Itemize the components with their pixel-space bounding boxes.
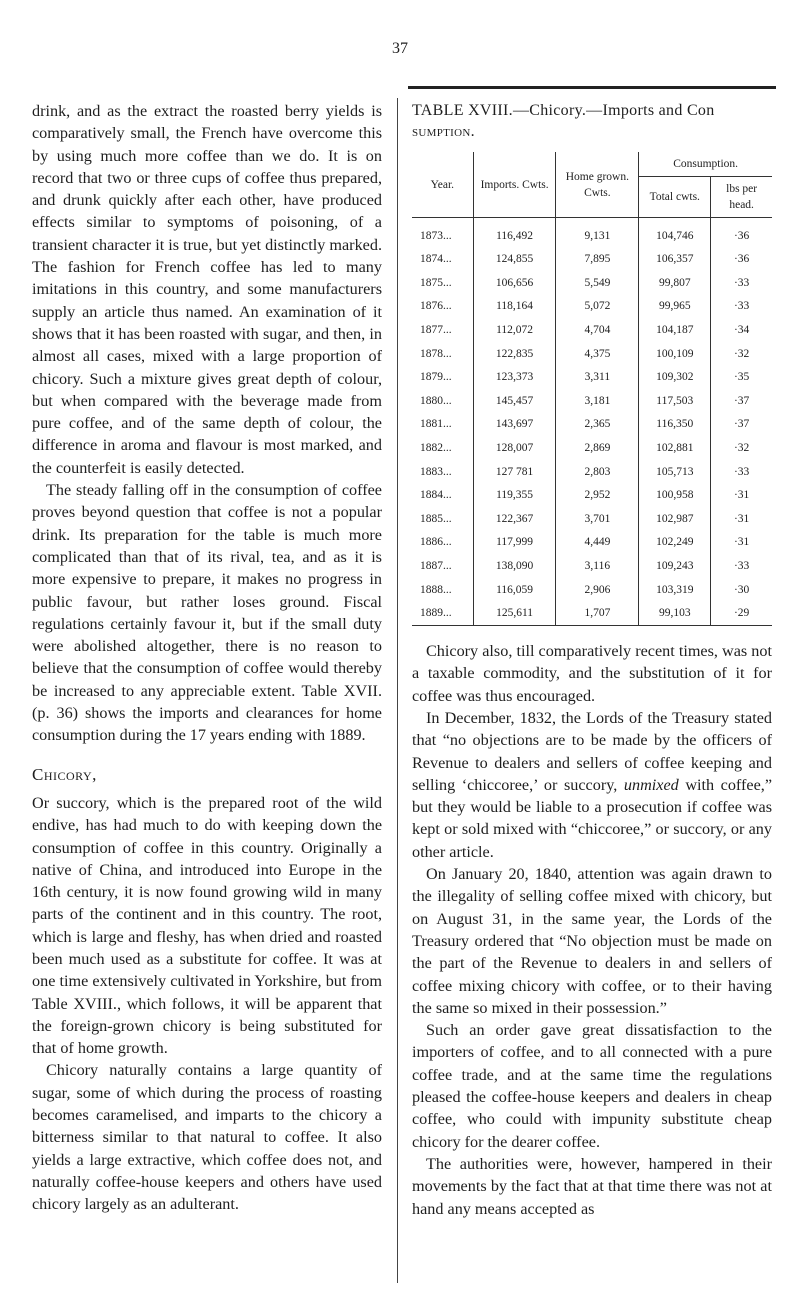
cell-per-head: ·33 bbox=[711, 295, 772, 319]
cell-per-head: ·31 bbox=[711, 507, 772, 531]
table-row bbox=[412, 318, 772, 342]
cell-imports: 116,059 bbox=[473, 578, 556, 602]
cell-year: 1873... bbox=[420, 229, 452, 242]
cell-imports: 117,999 bbox=[473, 531, 556, 555]
cell-per-head: ·37 bbox=[711, 389, 772, 413]
paragraph: On January 20, 1840, attention was again drawn to the illegality of selling coffee mixed with chicory, but on August 31, in the same year, the Lords of the Treasury ordered that “No objection must be made on the part of the Revenue to dealers in and sellers of coffee mixing chicory with coffee, or to their having the same so mixed in their possession.” bbox=[412, 865, 772, 1017]
cell-home-grown: 5,072 bbox=[556, 295, 639, 319]
table-row bbox=[412, 531, 772, 555]
cell-year: 1883... bbox=[420, 465, 452, 478]
table-row bbox=[412, 248, 772, 272]
cell-year: 1889... bbox=[412, 602, 473, 626]
cell-per-head: ·35 bbox=[711, 366, 772, 390]
right-column bbox=[412, 100, 772, 1220]
cell-per-head: ·31 bbox=[711, 531, 772, 555]
cell-year: 1884... bbox=[420, 489, 452, 502]
cell-home-grown: 2,906 bbox=[556, 578, 639, 602]
cell-home-grown: 2,869 bbox=[556, 436, 639, 460]
header-imports: Imports. Cwts. bbox=[473, 152, 556, 218]
table-row bbox=[412, 436, 772, 460]
cell-per-head: ·33 bbox=[711, 460, 772, 484]
header-total: Total cwts. bbox=[639, 177, 711, 218]
table-row bbox=[412, 484, 772, 508]
cell-imports: 145,457 bbox=[473, 389, 556, 413]
paragraph: Such an order gave great dissatisfaction to the importers of coffee, and to all connected with a pure coffee trade, and at the same time the regulations pleased the coffee-house keepers and dealers in cheap coffee, who could with impunity substitute cheap chicory for the dearer coffee. bbox=[412, 1021, 772, 1151]
cell-home-grown: 2,803 bbox=[556, 460, 639, 484]
table-row bbox=[412, 578, 772, 602]
column-divider bbox=[397, 98, 398, 1283]
cell-per-head: ·33 bbox=[711, 271, 772, 295]
cell-total: 99,965 bbox=[639, 295, 711, 319]
cell-year: 1881... bbox=[420, 418, 452, 431]
table-title-line2: sumption. bbox=[412, 123, 475, 140]
paragraph-text: In December, 1832, the Lords of the Treasury stated that “no objections are to be made by the officers of Revenue to dealers and sellers of coffee keeping and selling ‘chiccoree,’ or succory, bbox=[412, 708, 772, 794]
cell-total: 116,350 bbox=[639, 413, 711, 437]
cell-home-grown: 2,952 bbox=[556, 484, 639, 508]
table-row bbox=[412, 366, 772, 390]
paragraph: The steady falling off in the consumption of coffee proves beyond question that coffee is not a popular drink. Its preparation for the table is much more complicated than that of its rival, tea, and as it is more expensive to prepare, it makes no progress in public favour, but rather loses ground. Fiscal regulations certainly favour it, but if the small duty were abolished altogether, there is no reason to believe that the consumption of coffee would thereby be increased to any appreciable extent. Table XVII. (p. 36) shows the imports and clearances for home consumption during the 17 years ending with 1889. bbox=[32, 481, 382, 745]
cell-per-head: ·33 bbox=[711, 554, 772, 578]
cell-total: 99,103 bbox=[639, 602, 711, 626]
table-row bbox=[412, 413, 772, 437]
cell-per-head: ·31 bbox=[711, 484, 772, 508]
cell-per-head: ·32 bbox=[711, 342, 772, 366]
cell-year: 1875... bbox=[420, 276, 452, 289]
cell-imports: 116,492 bbox=[473, 218, 556, 248]
cell-home-grown: 1,707 bbox=[556, 602, 639, 626]
cell-imports: 118,164 bbox=[473, 295, 556, 319]
cell-year: 1882... bbox=[420, 441, 452, 454]
table-row bbox=[412, 460, 772, 484]
section-heading: Chicory, bbox=[32, 764, 97, 784]
cell-imports: 128,007 bbox=[473, 436, 556, 460]
cell-home-grown: 4,375 bbox=[556, 342, 639, 366]
cell-year: 1885... bbox=[420, 512, 452, 525]
cell-home-grown: 7,895 bbox=[556, 248, 639, 272]
table-row bbox=[412, 507, 772, 531]
cell-imports: 143,697 bbox=[473, 413, 556, 437]
paragraph: drink, and as the extract the roasted berry yields is comparatively small, the French have overcome this by using much more coffee than we do. It is on record that two or three cups of coffee thus prepared, and drunk quickly after each other, have produced effects similar to symptoms of poisoning, of a transient character it is true, but yet distinctly marked. The fashion for French coffee has led to many imitations in this country, and some manufacturers supply an article thus named. An examination of it shows that it has been roasted with sugar, and then, in almost all cases, mixed with a large proportion of chicory. Such a mixture gives great depth of colour, but when compared with the beverage made from pure coffee, and of the same depth of colour, the difference in aroma and flavour is most marked, and the counterfeit is easily detected. bbox=[32, 102, 382, 477]
cell-imports: 122,835 bbox=[473, 342, 556, 366]
cell-imports: 138,090 bbox=[473, 554, 556, 578]
table-row bbox=[412, 602, 772, 626]
cell-total: 100,109 bbox=[639, 342, 711, 366]
cell-year: 1887... bbox=[420, 559, 452, 572]
paragraph: Or succory, which is the prepared root of the wild endive, has had much to do with keeping down the consumption of coffee in this country. Originally a native of China, and introduced into Europe in the 16th century, it is now found growing wild in many parts of the continent and in this country. The root, which is large and fleshy, has when dried and roasted been much used as a substitute for coffee. It was at one time extensively cultivated in Yorkshire, but from Table XVIII., which follows, it will be apparent that the foreign-grown chicory is being substituted for that of home growth. bbox=[32, 793, 382, 1058]
cell-imports: 119,355 bbox=[473, 484, 556, 508]
table-row bbox=[412, 554, 772, 578]
cell-year: 1879... bbox=[420, 371, 452, 384]
cell-total: 109,243 bbox=[639, 554, 711, 578]
table-title bbox=[412, 100, 772, 142]
table-row bbox=[412, 295, 772, 319]
cell-total: 102,987 bbox=[639, 507, 711, 531]
chicory-table bbox=[412, 152, 772, 626]
cell-year: 1874... bbox=[420, 253, 452, 266]
header-home-grown: Home grown. Cwts. bbox=[556, 152, 639, 218]
cell-imports: 125,611 bbox=[473, 602, 556, 626]
cell-total: 109,302 bbox=[639, 366, 711, 390]
cell-year: 1876... bbox=[420, 300, 452, 313]
cell-home-grown: 3,116 bbox=[556, 554, 639, 578]
cell-per-head: ·36 bbox=[711, 248, 772, 272]
paragraph: Chicory naturally contains a large quantity of sugar, some of which during the process of roasting becomes caramelised, and imparts to the chicory a bitterness similar to that natural to coffee. It also yields a large extractive, which coffee does not, and naturally coffee-house keepers and others have used chicory largely as an adulterant. bbox=[32, 1061, 382, 1214]
header-year: Year. bbox=[412, 152, 473, 218]
cell-per-head: ·34 bbox=[711, 318, 772, 342]
cell-total: 102,249 bbox=[639, 531, 711, 555]
table-row bbox=[412, 342, 772, 366]
cell-imports: 123,373 bbox=[473, 366, 556, 390]
cell-home-grown: 3,181 bbox=[556, 389, 639, 413]
cell-total: 106,357 bbox=[639, 248, 711, 272]
left-column bbox=[32, 100, 382, 1216]
cell-home-grown: 5,549 bbox=[556, 271, 639, 295]
table-row bbox=[412, 389, 772, 413]
cell-total: 102,881 bbox=[639, 436, 711, 460]
cell-imports: 122,367 bbox=[473, 507, 556, 531]
cell-year: 1877... bbox=[420, 324, 452, 337]
paragraph: The authorities were, however, hampered in their movements by the fact that at that time there was not at hand any means accepted as bbox=[412, 1154, 772, 1218]
header-per-head: lbs per head. bbox=[711, 177, 772, 218]
cell-home-grown: 9,131 bbox=[556, 218, 639, 248]
cell-per-head: ·32 bbox=[711, 436, 772, 460]
cell-year: 1878... bbox=[420, 347, 452, 360]
header-consumption: Consumption. bbox=[639, 152, 772, 177]
cell-imports: 106,656 bbox=[473, 271, 556, 295]
table-row bbox=[412, 271, 772, 295]
page-number: 37 bbox=[392, 40, 408, 57]
emphasis-text: unmixed bbox=[623, 775, 679, 794]
cell-total: 103,319 bbox=[639, 578, 711, 602]
paragraph bbox=[412, 707, 772, 863]
cell-home-grown: 4,704 bbox=[556, 318, 639, 342]
cell-year: 1880... bbox=[420, 394, 452, 407]
cell-home-grown: 3,701 bbox=[556, 507, 639, 531]
cell-total: 105,713 bbox=[639, 460, 711, 484]
cell-total: 100,958 bbox=[639, 484, 711, 508]
cell-total: 99,807 bbox=[639, 271, 711, 295]
cell-home-grown: 3,311 bbox=[556, 366, 639, 390]
cell-per-head: ·36 bbox=[711, 218, 772, 248]
table-row bbox=[412, 218, 772, 248]
cell-home-grown: 4,449 bbox=[556, 531, 639, 555]
cell-imports: 124,855 bbox=[473, 248, 556, 272]
table-title-line1: TABLE XVIII.—Chicory.—Imports and Con bbox=[412, 102, 715, 119]
cell-total: 104,746 bbox=[639, 218, 711, 248]
cell-total: 104,187 bbox=[639, 318, 711, 342]
cell-per-head: ·37 bbox=[711, 413, 772, 437]
cell-year: 1886... bbox=[420, 536, 452, 549]
top-rule bbox=[408, 86, 776, 89]
cell-home-grown: 2,365 bbox=[556, 413, 639, 437]
cell-per-head: ·30 bbox=[711, 578, 772, 602]
cell-per-head: ·29 bbox=[711, 602, 772, 626]
cell-imports: 127 781 bbox=[473, 460, 556, 484]
paragraph-text: with coffee,” but they would be liable to a prosecution if coffee was kept or sold mixed with “chiccoree,” or succory, or any other article. bbox=[412, 775, 773, 861]
cell-total: 117,503 bbox=[639, 389, 711, 413]
paragraph: Chicory also, till comparatively recent times, was not a taxable commodity, and the substitution of it for coffee was thus encouraged. bbox=[412, 642, 772, 705]
cell-imports: 112,072 bbox=[473, 318, 556, 342]
cell-year: 1888... bbox=[420, 583, 452, 596]
